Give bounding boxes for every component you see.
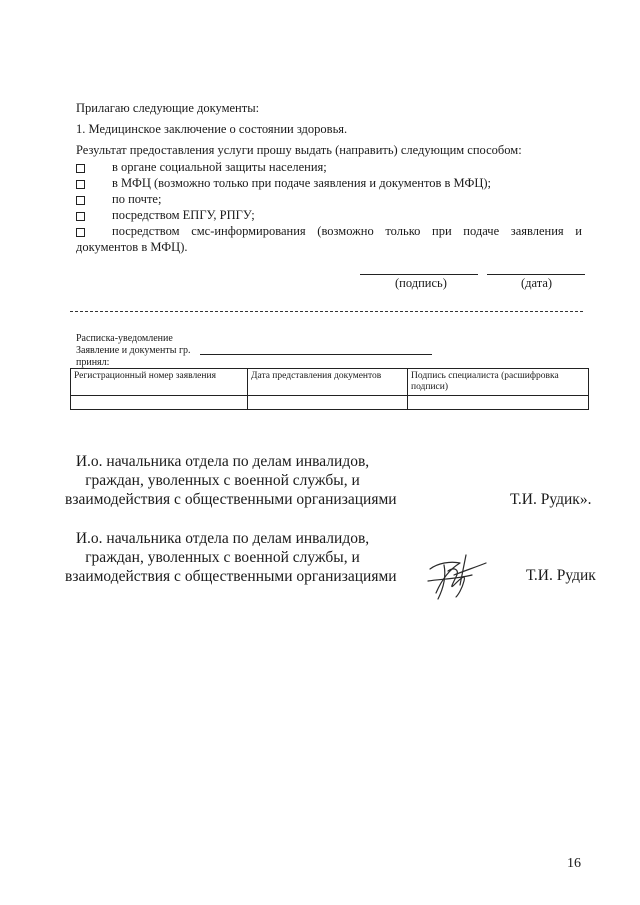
table-cell — [248, 396, 408, 410]
signature-line — [360, 274, 478, 275]
position-title-2: И.о. начальника отдела по делам инвалидов, граждан, уволенных с военной службы, и взаимодействия с общественными организациями — [65, 530, 397, 585]
checkbox-option-4[interactable] — [76, 212, 85, 221]
column-header-submission-date: Дата представления документов — [248, 369, 408, 396]
checkbox-option-2[interactable] — [76, 180, 85, 189]
option-label-4: посредством ЕПГУ, РПГУ; — [112, 208, 255, 222]
column-header-specialist-signature: Подпись специалиста (расшифровка подписи) — [408, 369, 589, 396]
date-line — [487, 274, 585, 275]
receipt-title: Расписка-уведомление — [76, 333, 173, 344]
option-label-5: посредством смс-информирования (возможно только при подаче заявления и — [112, 224, 582, 238]
result-text: Результат предоставления услуги прошу выдать (направить) следующим способом: — [76, 143, 522, 157]
option-label-3: по почте; — [112, 192, 162, 206]
signature-label: (подпись) — [395, 276, 447, 290]
page-number: 16 — [567, 856, 581, 871]
cut-line-divider — [70, 311, 583, 312]
table-cell — [71, 396, 248, 410]
option-5-continuation: документов в МФЦ). — [76, 240, 188, 254]
position-title-1: И.о. начальника отдела по делам инвалидов, граждан, уволенных с военной службы, и взаимодействия с общественными организациями — [65, 453, 397, 508]
receipt-applicant-label: Заявление и документы гр. — [76, 345, 191, 356]
handwritten-signature-icon — [420, 545, 492, 603]
receipt-applicant-line — [200, 354, 432, 355]
receipt-table — [70, 368, 589, 410]
option-label-1: в органе социальной защиты населения; — [112, 160, 327, 174]
checkbox-option-5[interactable] — [76, 228, 85, 237]
signer-name-2: Т.И. Рудик — [526, 567, 596, 584]
checkbox-option-1[interactable] — [76, 164, 85, 173]
date-label: (дата) — [521, 276, 553, 290]
checkbox-option-3[interactable] — [76, 196, 85, 205]
option-label-2: в МФЦ (возможно только при подаче заявления и документов в МФЦ); — [112, 176, 492, 190]
table-row — [71, 396, 589, 410]
receipt-accepted-label: принял: — [76, 357, 110, 368]
table-cell — [408, 396, 589, 410]
signer-name-1: Т.И. Рудик». — [510, 491, 592, 508]
intro-text: Прилагаю следующие документы: — [76, 101, 260, 115]
column-header-reg-number: Регистрационный номер заявления — [71, 369, 248, 396]
table-row — [71, 369, 589, 396]
document-item: 1. Медицинское заключение о состоянии здоровья. — [76, 122, 348, 136]
